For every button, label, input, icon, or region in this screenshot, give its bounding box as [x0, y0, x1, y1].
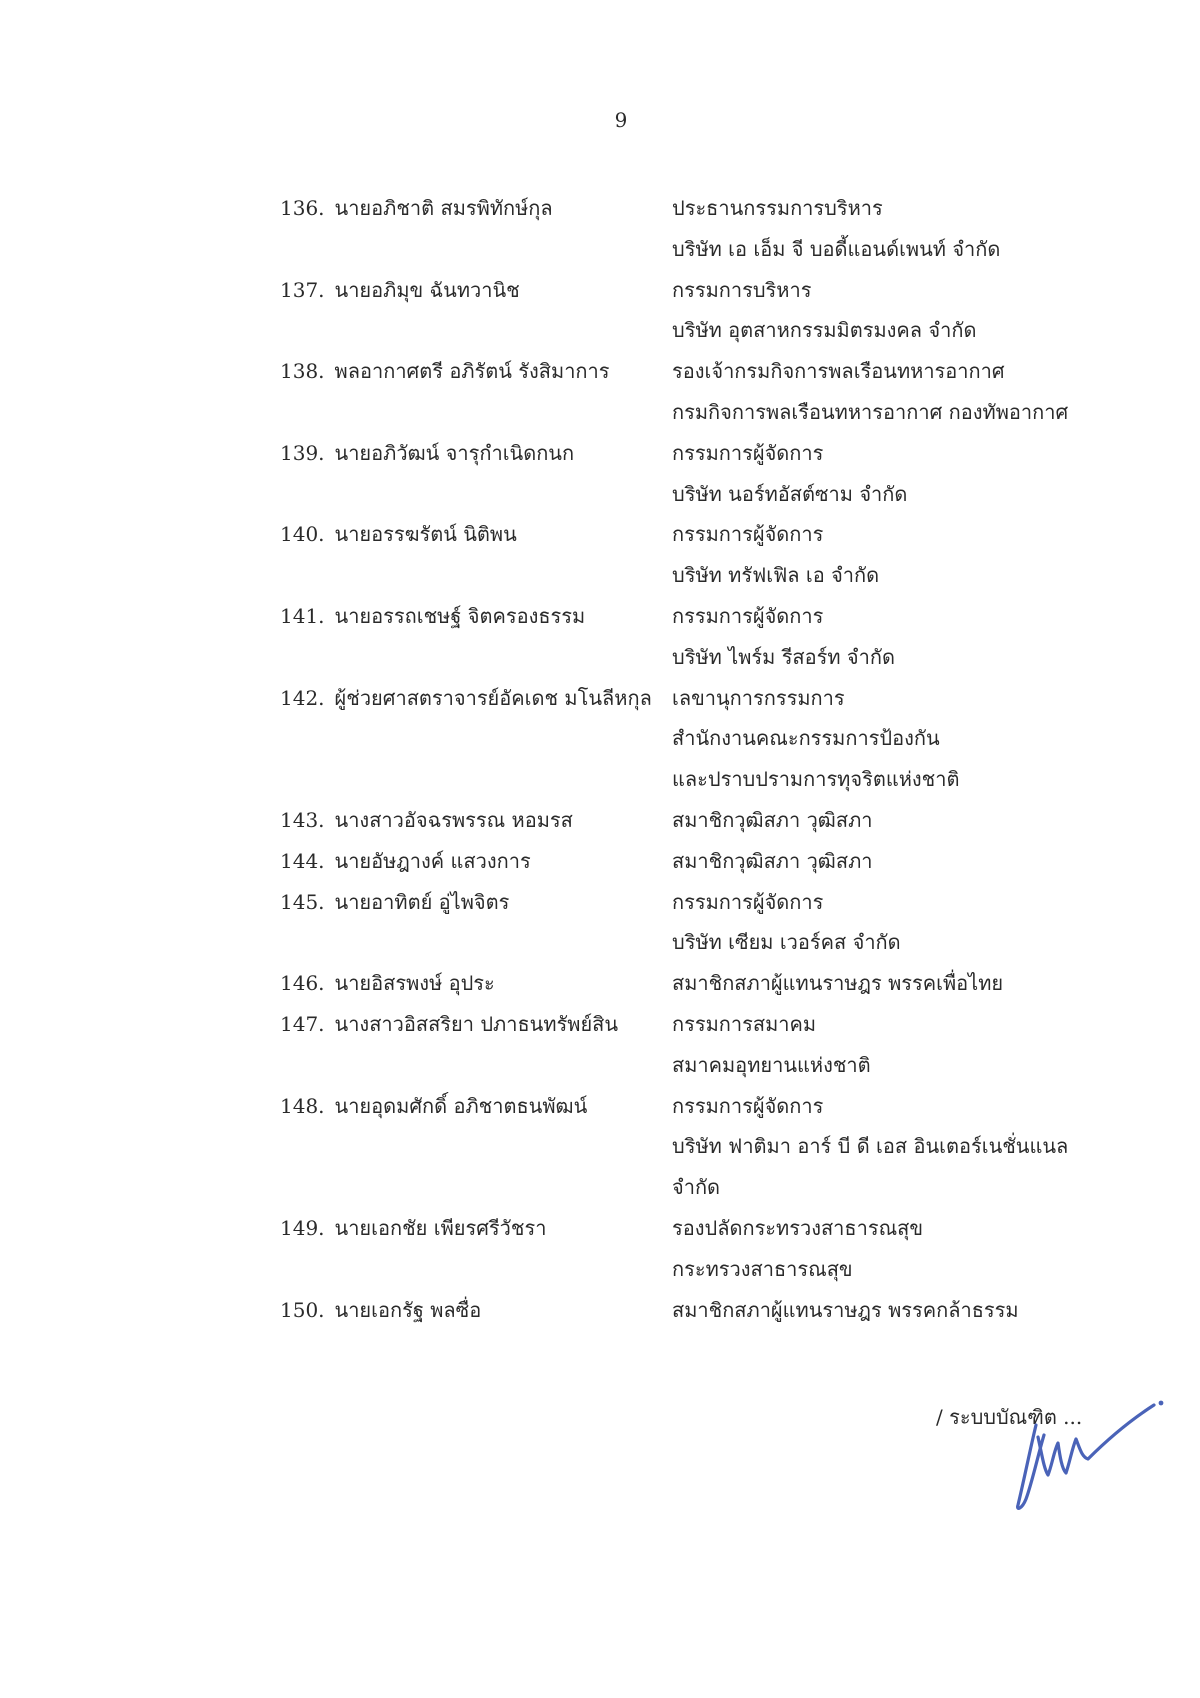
position-line: รองปลัดกระทรวงสาธารณสุข — [672, 1215, 924, 1240]
appointee-entry — [280, 351, 1110, 433]
entry-number: 137. — [280, 277, 325, 302]
appointee-position-column — [672, 1208, 1110, 1290]
position-line: บริษัท ทรัฟเฟิล เอ จำกัด — [672, 563, 880, 588]
continuation-text: / ระบบบัณฑิต ... — [936, 1405, 1083, 1429]
position-line: กรรมการสมาคม — [672, 1011, 817, 1036]
appointee-entry — [280, 963, 1110, 1004]
appointee-name: นายอิสรพงษ์ อุประ — [334, 971, 495, 996]
position-line: จำกัด — [672, 1175, 721, 1200]
position-line: กรรมการบริหาร — [672, 277, 812, 302]
appointee-position-column — [672, 1086, 1110, 1208]
appointee-position-column — [672, 351, 1110, 433]
entry-number: 149. — [280, 1215, 325, 1240]
appointee-entry — [280, 270, 1110, 352]
appointee-name-column — [280, 678, 672, 800]
appointee-name: นายอภิวัฒน์ จารุกำเนิดกนก — [334, 440, 575, 465]
appointee-name-column — [280, 1086, 672, 1208]
appointee-name: นายอัษฎางค์ แสวงการ — [334, 848, 531, 873]
appointee-position-column — [672, 596, 1110, 678]
appointee-list — [280, 188, 1110, 1330]
appointee-name: นางสาวอิสสริยา ปภาธนทรัพย์สิน — [334, 1011, 619, 1036]
appointee-entry — [280, 514, 1110, 596]
position-line: รองเจ้ากรมกิจการพลเรือนทหารอากาศ — [672, 359, 1005, 384]
appointee-entry — [280, 1208, 1110, 1290]
appointee-entry — [280, 882, 1110, 964]
position-line: บริษัท เอ เอ็ม จี บอดี้แอนด์เพนท์ จำกัด — [672, 236, 1001, 261]
appointee-name-column — [280, 1290, 672, 1331]
appointee-position-column — [672, 433, 1110, 515]
appointee-name-column — [280, 351, 672, 433]
entry-number: 138. — [280, 359, 325, 384]
appointee-name-column — [280, 270, 672, 352]
appointee-name-column — [280, 433, 672, 515]
entry-number: 144. — [280, 848, 325, 873]
position-line: กรรมการผู้จัดการ — [672, 889, 824, 914]
position-line: สมาชิกวุฒิสภา วุฒิสภา — [672, 848, 873, 873]
appointee-name: ผู้ช่วยศาสตราจารย์อัคเดช มโนลีหกุล — [334, 685, 652, 710]
appointee-name-column — [280, 1004, 672, 1086]
position-line: บริษัท ฟาติมา อาร์ บี ดี เอส อินเตอร์เนชั่นแนล — [672, 1134, 1069, 1159]
position-line: บริษัท ไพร์ม รีสอร์ท จำกัด — [672, 644, 895, 669]
appointee-position-column — [672, 800, 1110, 841]
entry-number: 146. — [280, 971, 325, 996]
position-line: บริษัท เซียม เวอร์คส จำกัด — [672, 930, 901, 955]
position-line: เลขานุการกรรมการ — [672, 685, 845, 710]
appointee-name: นางสาวอัจฉรพรรณ หอมรส — [334, 807, 573, 832]
appointee-entry — [280, 678, 1110, 800]
appointee-entry — [280, 1086, 1110, 1208]
appointee-name-column — [280, 596, 672, 678]
entry-number: 136. — [280, 196, 325, 220]
entry-number: 140. — [280, 522, 325, 547]
entry-number: 142. — [280, 685, 325, 710]
appointee-name: นายอุดมศักดิ์ อภิชาตธนพัฒน์ — [334, 1093, 588, 1118]
appointee-position-column — [672, 514, 1110, 596]
entry-number: 141. — [280, 603, 325, 628]
position-line: กรรมการผู้จัดการ — [672, 440, 824, 465]
position-line: สมาชิกวุฒิสภา วุฒิสภา — [672, 807, 873, 832]
appointee-position-column — [672, 882, 1110, 964]
appointee-name-column — [280, 1208, 672, 1290]
position-line: ประธานกรรมการบริหาร — [672, 196, 883, 220]
appointee-entry — [280, 433, 1110, 515]
appointee-name: นายอาทิตย์ อู่ไพจิตร — [334, 889, 510, 914]
appointee-position-column — [672, 841, 1110, 882]
appointee-name-column — [280, 188, 672, 270]
position-line: สมาชิกสภาผู้แทนราษฎร พรรคเพื่อไทย — [672, 971, 1004, 996]
position-line: กระทรวงสาธารณสุข — [672, 1256, 853, 1281]
appointee-name: นายอรรฆรัตน์ นิติพน — [334, 522, 517, 547]
appointee-position-column — [672, 678, 1110, 800]
appointee-name-column — [280, 841, 672, 882]
appointee-position-column — [672, 188, 1110, 270]
appointee-entry — [280, 188, 1110, 270]
position-line: กรรมการผู้จัดการ — [672, 1093, 824, 1118]
position-line: กรรมการผู้จัดการ — [672, 522, 824, 547]
appointee-position-column — [672, 1290, 1110, 1331]
appointee-position-column — [672, 1004, 1110, 1086]
appointee-position-column — [672, 963, 1110, 1004]
entry-number: 145. — [280, 889, 325, 914]
appointee-name: นายอภิมุข ฉันทวานิช — [334, 277, 520, 302]
position-line: บริษัท อุตสาหกรรมมิตรมงคล จำกัด — [672, 318, 977, 343]
entry-number: 148. — [280, 1093, 325, 1118]
appointee-entry — [280, 596, 1110, 678]
appointee-name-column — [280, 963, 672, 1004]
position-line: กรมกิจการพลเรือนทหารอากาศ กองทัพอากาศ — [672, 399, 1069, 424]
position-line: กรรมการผู้จัดการ — [672, 603, 824, 628]
appointee-entry — [280, 800, 1110, 841]
entry-number: 147. — [280, 1011, 325, 1036]
appointee-entry — [280, 1290, 1110, 1331]
signature-icon — [1008, 1395, 1168, 1515]
position-line: บริษัท นอร์ทอัสต์ซาม จำกัด — [672, 481, 908, 506]
appointee-entry — [280, 841, 1110, 882]
position-line: สมาชิกสภาผู้แทนราษฎร พรรคกล้าธรรม — [672, 1297, 1019, 1322]
entry-number: 143. — [280, 807, 325, 832]
position-line: และปราบปรามการทุจริตแห่งชาติ — [672, 767, 960, 792]
appointee-name: พลอากาศตรี อภิรัตน์ รังสิมาการ — [334, 359, 610, 384]
appointee-name: นายอภิชาติ สมรพิทักษ์กุล — [334, 196, 553, 220]
position-line: สำนักงานคณะกรรมการป้องกัน — [672, 726, 940, 751]
entry-number: 139. — [280, 440, 325, 465]
page-number: 9 — [614, 108, 628, 132]
appointee-name: นายเอกชัย เพียรศรีวัชรา — [334, 1215, 547, 1240]
appointee-entry — [280, 1004, 1110, 1086]
appointee-name-column — [280, 882, 672, 964]
appointee-position-column — [672, 270, 1110, 352]
entry-number: 150. — [280, 1297, 325, 1322]
appointee-name-column — [280, 800, 672, 841]
position-line: สมาคมอุทยานแห่งชาติ — [672, 1052, 871, 1077]
appointee-name: นายอรรถเชษฐ์ จิตครองธรรม — [334, 603, 586, 628]
appointee-name-column — [280, 514, 672, 596]
appointee-name: นายเอกรัฐ พลซื่อ — [334, 1297, 482, 1322]
